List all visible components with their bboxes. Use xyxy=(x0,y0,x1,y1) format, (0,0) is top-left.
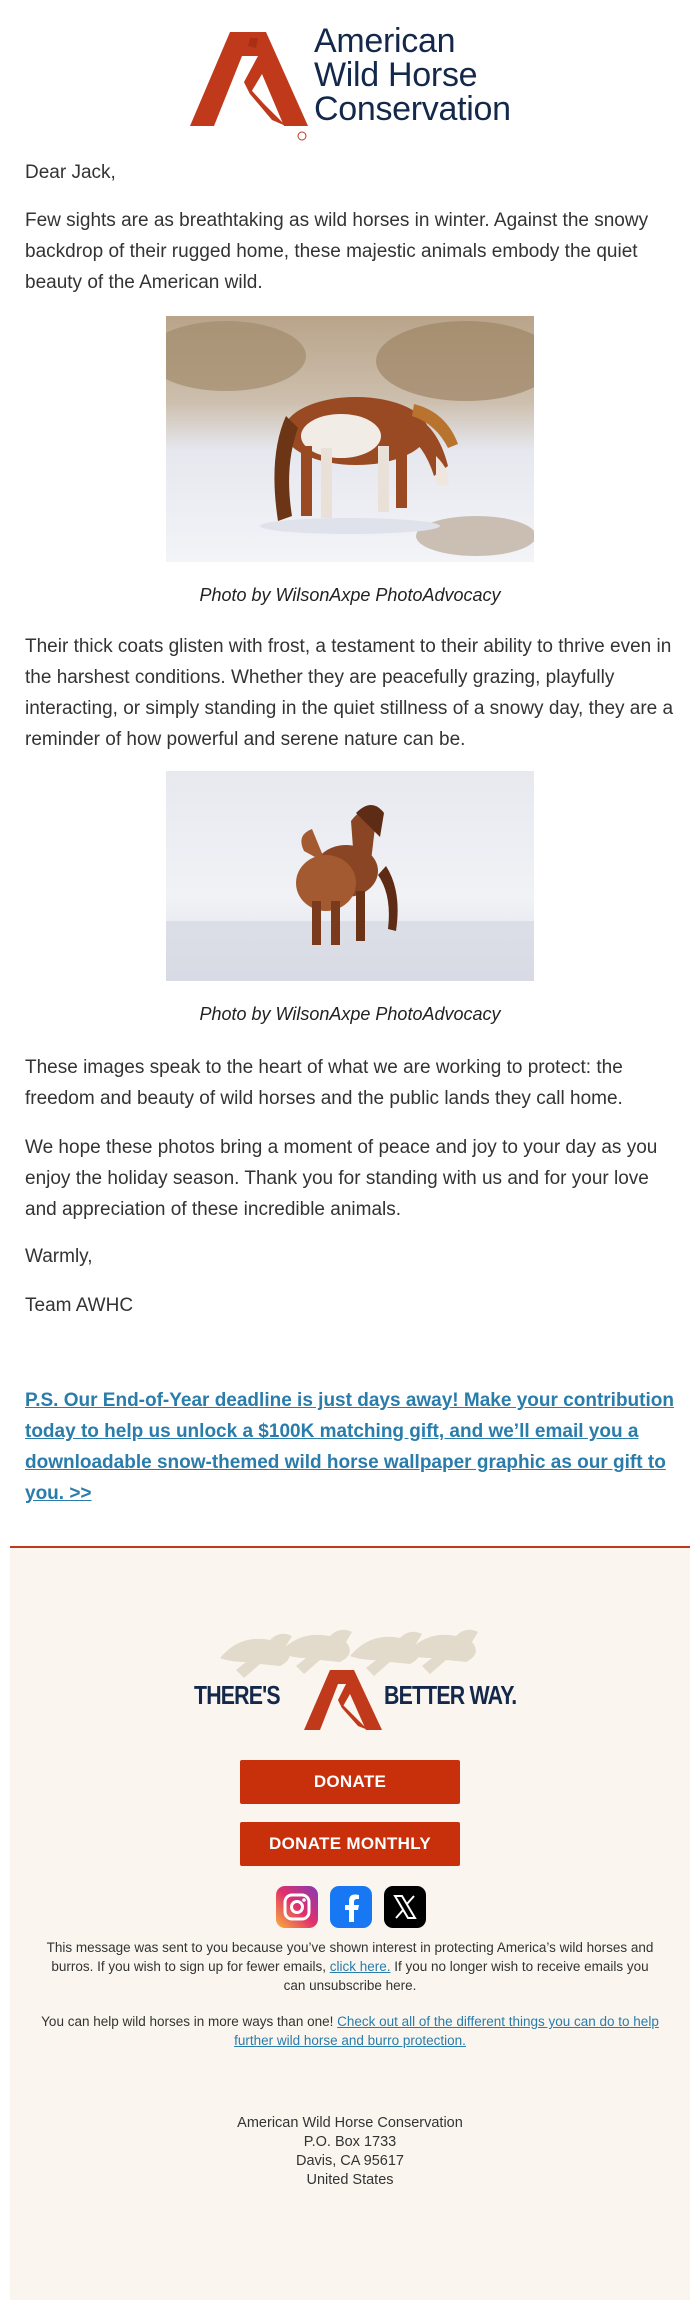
running-horses-icon xyxy=(200,1618,500,1738)
footer xyxy=(10,1548,690,2300)
donate-button[interactable]: DONATE xyxy=(240,1760,460,1804)
awhc-logo-mark-icon xyxy=(186,24,312,142)
logo-line-3: Conservation xyxy=(314,90,511,128)
help-protection-link[interactable]: Check out all of the different things you can do to help further wild horse and burro protection. xyxy=(234,2014,659,2048)
signoff: Warmly, xyxy=(25,1246,93,1267)
logo-line-1: American xyxy=(314,22,456,60)
awhc-logo[interactable] xyxy=(186,24,526,142)
notice-text-before: This message was sent to you because you’ve shown interest in protecting America’s wild horses and burros. If you wish to sign up for fewer emails, xyxy=(46,1940,654,1974)
help-notice xyxy=(40,2012,660,2050)
x-twitter-icon[interactable] xyxy=(384,1886,426,1928)
horse-photo-2-image xyxy=(166,771,534,981)
subscription-notice xyxy=(40,1938,660,1995)
ps-donate-link[interactable]: P.S. Our End-of-Year deadline is just days away! Make your contribution today to help us unlock a $100K matching gift, and we’ll email you a downloadable snow-themed wild horse wallpaper graphic as our gift to you. >> xyxy=(25,1390,674,1504)
donate-monthly-button[interactable]: DONATE MONTHLY xyxy=(240,1822,460,1866)
signature: Team AWHC xyxy=(25,1295,134,1316)
instagram-glyph-icon xyxy=(276,1886,318,1928)
paragraph-coats: Their thick coats glisten with frost, a testament to their ability to thrive even in the harshest conditions. Whether they are peacefully grazing, playfully interacting, or simply standing in the quiet stillness of a snowy day, they are a reminder of how powerful and serene nature can be. xyxy=(25,636,674,750)
photo-caption-1: Photo by WilsonAxpe PhotoAdvocacy xyxy=(199,585,501,605)
logo-wordmark xyxy=(314,24,511,126)
tagline-left-text: THERE'S xyxy=(194,1680,280,1710)
paragraph-intro: Few sights are as breathtaking as wild horses in winter. Against the snowy backdrop of their rugged home, these majestic animals embody the quiet beauty of the American wild. xyxy=(25,210,649,293)
photo-paint-horse-grazing xyxy=(166,316,534,562)
logo-line-2: Wild Horse xyxy=(314,56,478,94)
address-country: United States xyxy=(306,2172,394,2188)
fewer-emails-link[interactable]: click here. xyxy=(329,1959,391,1974)
tagline-right-text: BETTER WAY. xyxy=(384,1680,517,1710)
address-org: American Wild Horse Conservation xyxy=(237,2115,463,2131)
photo-caption-2: Photo by WilsonAxpe PhotoAdvocacy xyxy=(199,1004,501,1024)
horse-photo-1-image xyxy=(166,316,534,562)
paragraph-protect: These images speak to the heart of what we are working to protect: the freedom and beauty of wild horses and the public lands they call home. xyxy=(25,1057,623,1109)
address-po-box: P.O. Box 1733 xyxy=(303,2134,397,2150)
address-city: Davis, CA 95617 xyxy=(295,2153,404,2169)
help-text-before: You can help wild horses in more ways than one! xyxy=(41,2014,338,2029)
photo-two-horses-frost xyxy=(166,771,534,981)
x-glyph-icon xyxy=(384,1886,426,1928)
notice-text-after: If you no longer wish to receive emails you can unsubscribe here. xyxy=(283,1959,649,1993)
better-way-tagline xyxy=(194,1618,517,1738)
greeting: Dear Jack, xyxy=(25,162,116,183)
instagram-icon[interactable] xyxy=(276,1886,318,1928)
paragraph-holiday: We hope these photos bring a moment of peace and joy to your day as you enjoy the holiday season. Thank you for standing with us and for your love and appreciation of these incredible animals. xyxy=(25,1137,658,1220)
mailing-address xyxy=(10,2114,690,2190)
facebook-icon[interactable] xyxy=(330,1886,372,1928)
facebook-glyph-icon xyxy=(330,1886,372,1928)
